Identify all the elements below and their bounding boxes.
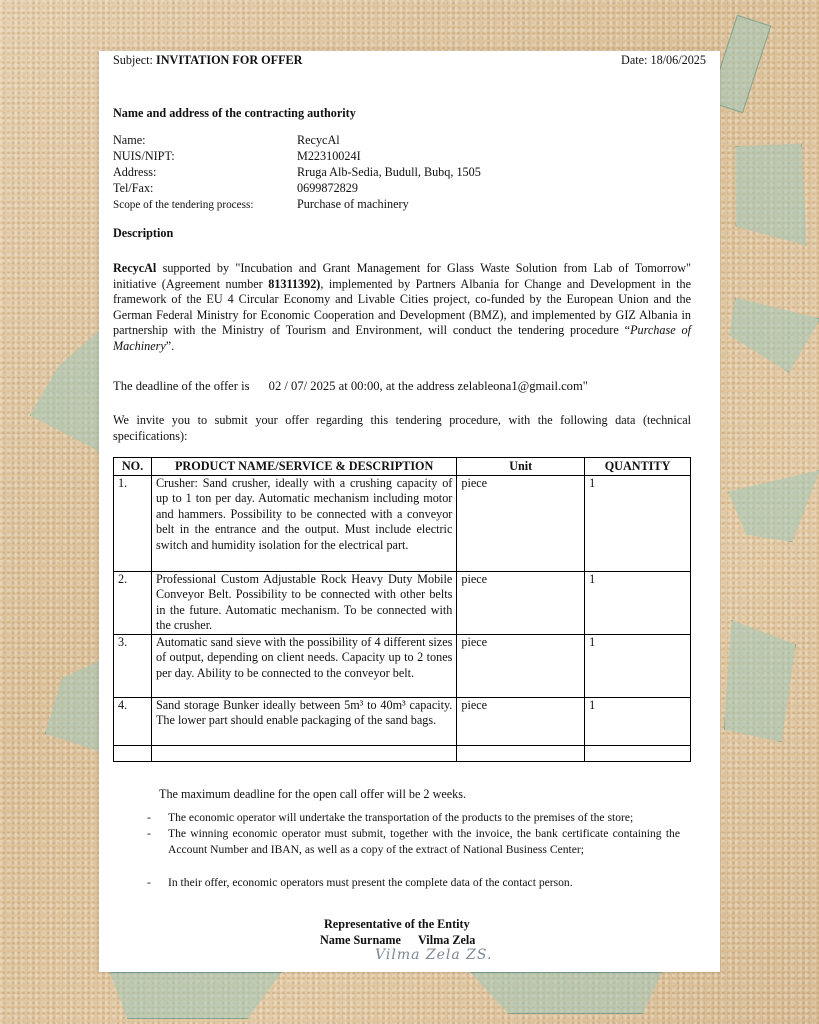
item-quantity: 1 bbox=[585, 697, 691, 745]
glass-shard-decoration bbox=[45, 660, 101, 752]
item-quantity: 1 bbox=[585, 634, 691, 697]
table-row bbox=[114, 697, 691, 745]
table-row-empty bbox=[114, 745, 691, 761]
glass-shard-decoration bbox=[110, 972, 282, 1019]
authority-row: Scope of the tendering process: Purchase of machinery bbox=[113, 197, 409, 211]
item-number: 3. bbox=[114, 634, 152, 697]
terms-bullet: - The economic operator will undertake the transportation of the products to the premises of the store; bbox=[147, 811, 634, 824]
authority-heading: Name and address of the contracting authority bbox=[113, 106, 356, 120]
column-header-description: PRODUCT NAME/SERVICE & DESCRIPTION bbox=[151, 458, 456, 476]
description-paragraph: RecycAl supported by "Incubation and Grant Management for Glass Waste Solution from Lab of Tomorrow" initiative (Agreement number 81311392), implemented by Partners Albania for Change and Development in the framework of the EU 4 Circular Economy and Livable Cities project, co-funded by the European Union and the German Federal Ministry for Economic Cooperation and Development (BMZ), and implemented by GIZ Albania in partnership with the Ministry of Tourism and Environment, will conduct the tendering procedure “Purchase of Machinery”. bbox=[113, 261, 692, 353]
handwritten-signature: Vilma Zela ZS. bbox=[375, 947, 493, 963]
item-description: Automatic sand sieve with the possibility of 4 different sizes of output, depending on client needs. Capacity up to 2 tones per day. Ability to be connected to the conveyor belt. bbox=[151, 634, 456, 697]
table-header-row bbox=[114, 458, 691, 476]
glass-shard-decoration bbox=[719, 133, 819, 260]
glass-shard-decoration bbox=[30, 330, 100, 452]
invite-paragraph: We invite you to submit your offer regarding this tendering procedure, with the following data (technical specifications): bbox=[113, 413, 691, 443]
item-number: 2. bbox=[114, 571, 152, 634]
authority-details bbox=[113, 133, 713, 213]
item-quantity: 1 bbox=[585, 475, 691, 571]
signature-title: Representative of the Entity bbox=[324, 917, 470, 931]
item-quantity: 1 bbox=[585, 571, 691, 634]
column-header-quantity: QUANTITY bbox=[585, 458, 691, 476]
glass-shard-decoration bbox=[470, 972, 662, 1014]
column-header-no: NO. bbox=[114, 458, 152, 476]
authority-row: Name: RecycAl bbox=[113, 133, 340, 147]
authority-row: Tel/Fax: 0699872829 bbox=[113, 181, 358, 195]
glass-shard-decoration bbox=[724, 620, 796, 742]
item-number: 1. bbox=[114, 475, 152, 571]
max-deadline-note: The maximum deadline for the open call offer will be 2 weeks. bbox=[159, 787, 467, 801]
item-unit: piece bbox=[457, 571, 585, 634]
document-date: Date: 18/06/2025 bbox=[621, 53, 706, 67]
invitation-document bbox=[99, 51, 720, 972]
terms-bullet: - In their offer, economic operators must present the complete data of the contact person. bbox=[147, 876, 573, 889]
glass-shard-decoration bbox=[717, 286, 819, 376]
item-unit: piece bbox=[457, 697, 585, 745]
signature-name-line: Name Surname Vilma Zela bbox=[320, 933, 476, 947]
column-header-unit: Unit bbox=[457, 458, 585, 476]
item-number: 4. bbox=[114, 697, 152, 745]
terms-bullet: - The winning economic operator must submit, together with the invoice, the bank certificate containing the Account Number and IBAN, as well as a copy of the extract of National Business Center; bbox=[147, 827, 680, 856]
item-unit: piece bbox=[457, 634, 585, 697]
deadline-line: The deadline of the offer is 02 / 07/ 2025 at 00:00, at the address zelableona1@gmail.com" bbox=[113, 379, 588, 393]
item-description: Crusher: Sand crusher, ideally with a crushing capacity of up to 1 ton per day. Automatic mechanism including motor and hammers. Possibility to be connected with a conveyor belt in the entrance and the output. Must include electric switch and humidity isolation for the electrical part. bbox=[151, 475, 456, 571]
authority-row: NUIS/NIPT: M22310024I bbox=[113, 149, 361, 163]
description-heading: Description bbox=[113, 226, 174, 240]
item-description: Professional Custom Adjustable Rock Heavy Duty Mobile Conveyor Belt. Possibility to be connected with other belts in the future. Automatic mechanism. To be connected with the crusher. bbox=[151, 571, 456, 634]
item-unit: piece bbox=[457, 475, 585, 571]
table-row bbox=[114, 634, 691, 697]
subject-line bbox=[113, 53, 302, 69]
specifications-table bbox=[113, 457, 691, 762]
table-row bbox=[114, 571, 691, 634]
authority-row: Address: Rruga Alb-Sedia, Budull, Bubq, 1505 bbox=[113, 165, 481, 179]
glass-shard-decoration bbox=[728, 470, 819, 542]
item-description: Sand storage Bunker ideally between 5m³ to 40m³ capacity. The lower part should enable packaging of the sand bags. bbox=[151, 697, 456, 745]
table-row bbox=[114, 475, 691, 571]
subject-label: Subject: bbox=[113, 53, 153, 67]
subject-value: INVITATION FOR OFFER bbox=[156, 53, 303, 67]
